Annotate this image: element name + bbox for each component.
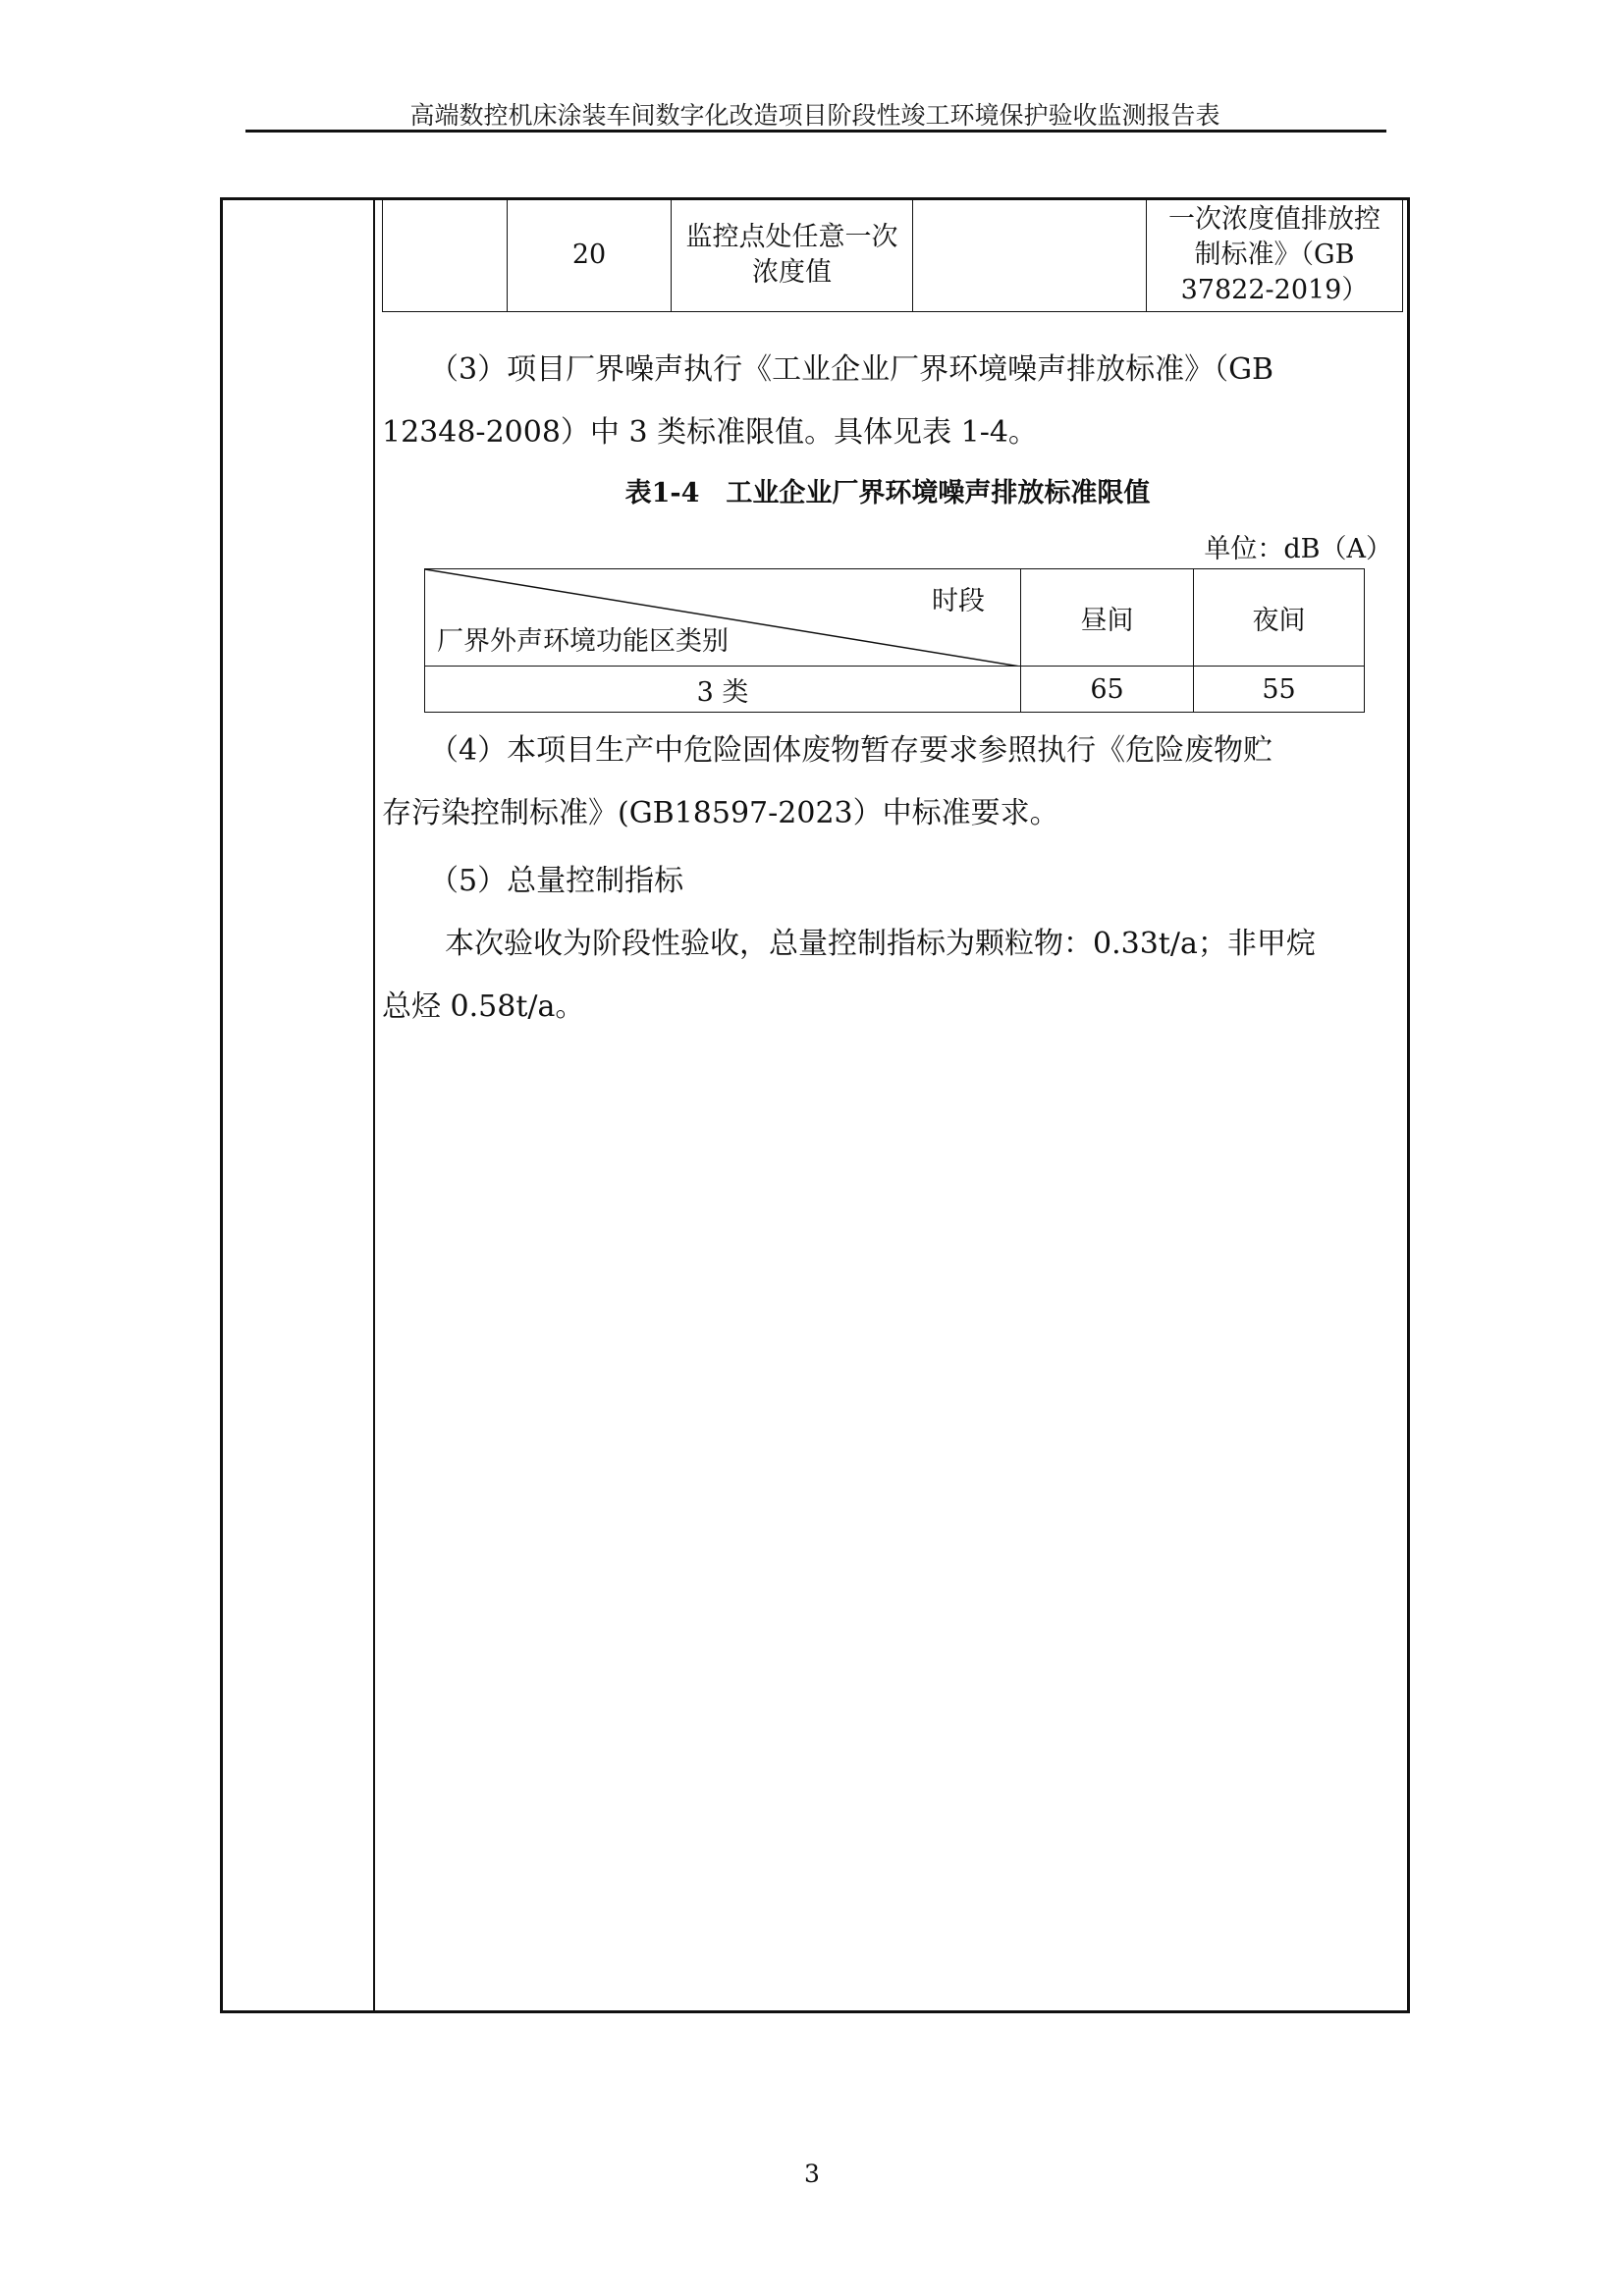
location-line-2: 浓度值: [752, 256, 832, 288]
paragraph-line: 存污染控制标准》(GB18597-2023）中标准要求。: [382, 796, 1059, 830]
table-cell-blank: [383, 198, 508, 312]
table-cell-category: 3 类: [425, 667, 1021, 713]
paragraph-line: 12348-2008）中 3 类标准限值。具体见表 1-4。: [382, 415, 1038, 450]
table-cell-location: [672, 198, 913, 312]
paragraph-hazardous-waste: [382, 720, 1393, 845]
table-cell-value: 20: [508, 198, 672, 312]
table-cell-night: 55: [1194, 667, 1365, 713]
paragraph-line: （4）本项目生产中危险固体废物暂存要求参照执行《危险废物贮: [429, 733, 1273, 768]
paragraph-total-control: [382, 850, 1393, 1039]
table-cell-empty: [913, 198, 1147, 312]
standard-line-3: 37822-2019）: [1180, 274, 1369, 305]
column-header-night: 夜间: [1194, 569, 1365, 667]
table-cell-standard: [1147, 198, 1403, 312]
unit-label: 单位：dB（A）: [1204, 534, 1392, 564]
header-rule: [245, 130, 1386, 133]
table-caption: 表1-4 工业企业厂界环境噪声排放标准限值: [624, 478, 1151, 508]
header-category-label: 厂界外声环境功能区类别: [437, 626, 729, 657]
noise-limit-table: [424, 568, 1365, 713]
frame-column-divider: [373, 197, 375, 2013]
outer-frame: [220, 197, 1410, 2013]
paragraph-line: 总烃 0.58t/a。: [382, 989, 585, 1024]
table-cell-day: 65: [1021, 667, 1194, 713]
column-header-day: 昼间: [1021, 569, 1194, 667]
paragraph-line: （3）项目厂界噪声执行《工业企业厂界环境噪声排放标准》（GB: [429, 352, 1274, 387]
section-heading: （5）总量控制指标: [429, 864, 684, 898]
page-header-title: 高端数控机床涂装车间数字化改造项目阶段性竣工环境保护验收监测报告表: [409, 101, 1220, 130]
location-line-1: 监控点处任意一次: [685, 221, 898, 252]
header-period-label: 时段: [932, 586, 985, 616]
paragraph-line: 本次验收为阶段性验收，总量控制指标为颗粒物：0.33t/a；非甲烷: [445, 927, 1316, 961]
continuation-table: [382, 197, 1403, 312]
table-header-row: [425, 569, 1365, 667]
paragraph-noise-standard: [382, 339, 1393, 464]
table-row: [425, 667, 1365, 713]
page-number: 3: [804, 2160, 820, 2188]
standard-line-1: 一次浓度值排放控: [1168, 203, 1380, 235]
table-row: [383, 198, 1403, 312]
diagonal-header-cell: [425, 569, 1021, 667]
standard-line-2: 制标准》（GB: [1194, 239, 1355, 270]
